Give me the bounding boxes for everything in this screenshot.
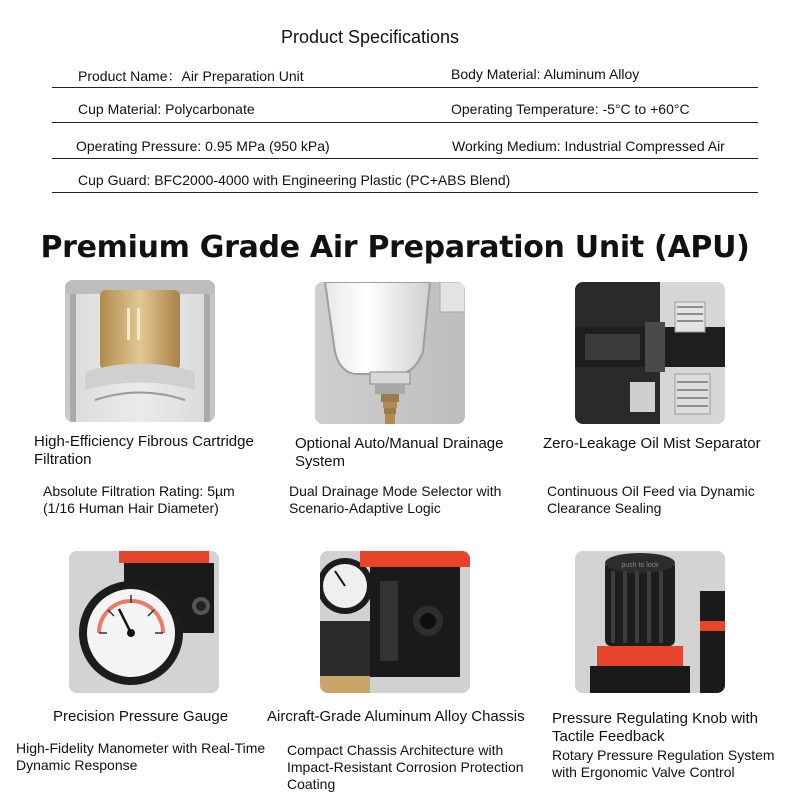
regulating-knob-image [575,551,725,693]
spec-divider [52,87,758,88]
spec-divider [52,122,758,123]
feature-desc-knob: Rotary Pressure Regulation System with Ergonomic Valve Control [552,747,775,780]
feature-title-chassis: Aircraft-Grade Aluminum Alloy Chassis [267,708,525,725]
spec-working-medium: Working Medium: Industrial Compressed Air [452,138,725,154]
feature-desc-oil-mist: Continuous Oil Feed via Dynamic Clearance Sealing [547,483,755,516]
oil-mist-separator-image [575,282,725,424]
feature-title-gauge: Precision Pressure Gauge [53,708,229,725]
drainage-valve-image [315,282,465,424]
feature-desc-chassis: Compact Chassis Architecture with Impact-Resistant Corrosion Protection Coating [287,742,524,792]
pressure-gauge-image [69,551,219,693]
feature-desc-gauge: High-Fidelity Manometer with Real-Time Dynamic Response [16,740,266,773]
spec-product-name: Product Name：Air Preparation Unit [78,68,304,84]
feature-title-oil-mist: Zero-Leakage Oil Mist Separator [543,435,761,452]
main-title: Premium Grade Air Preparation Unit (APU) [40,230,750,265]
spec-operating-temperature: Operating Temperature: -5°C to +60°C [451,101,690,117]
spec-operating-pressure: Operating Pressure: 0.95 MPa (950 kPa) [76,138,330,154]
spec-cup-material: Cup Material: Polycarbonate [78,101,255,117]
feature-desc-filtration: Absolute Filtration Rating: 5µm (1/16 Human Hair Diameter) [43,483,235,516]
spec-divider [52,192,758,193]
feature-title-drainage: Optional Auto/Manual Drainage System [295,435,504,470]
knob-label: push to lock [621,562,659,569]
spec-cup-guard: Cup Guard: BFC2000-4000 with Engineering Plastic (PC+ABS Blend) [78,172,511,188]
spec-title: Product Specifications [280,27,460,47]
filter-cartridge-image [65,280,215,422]
spec-body-material: Body Material: Aluminum Alloy [451,66,640,82]
feature-desc-drainage: Dual Drainage Mode Selector with Scenario-Adaptive Logic [289,483,502,516]
spec-divider [52,158,758,159]
aluminum-chassis-image [320,551,470,693]
feature-title-filtration: High-Efficiency Fibrous Cartridge Filtration [34,433,254,468]
feature-title-knob: Pressure Regulating Knob with Tactile Feedback [552,710,758,745]
